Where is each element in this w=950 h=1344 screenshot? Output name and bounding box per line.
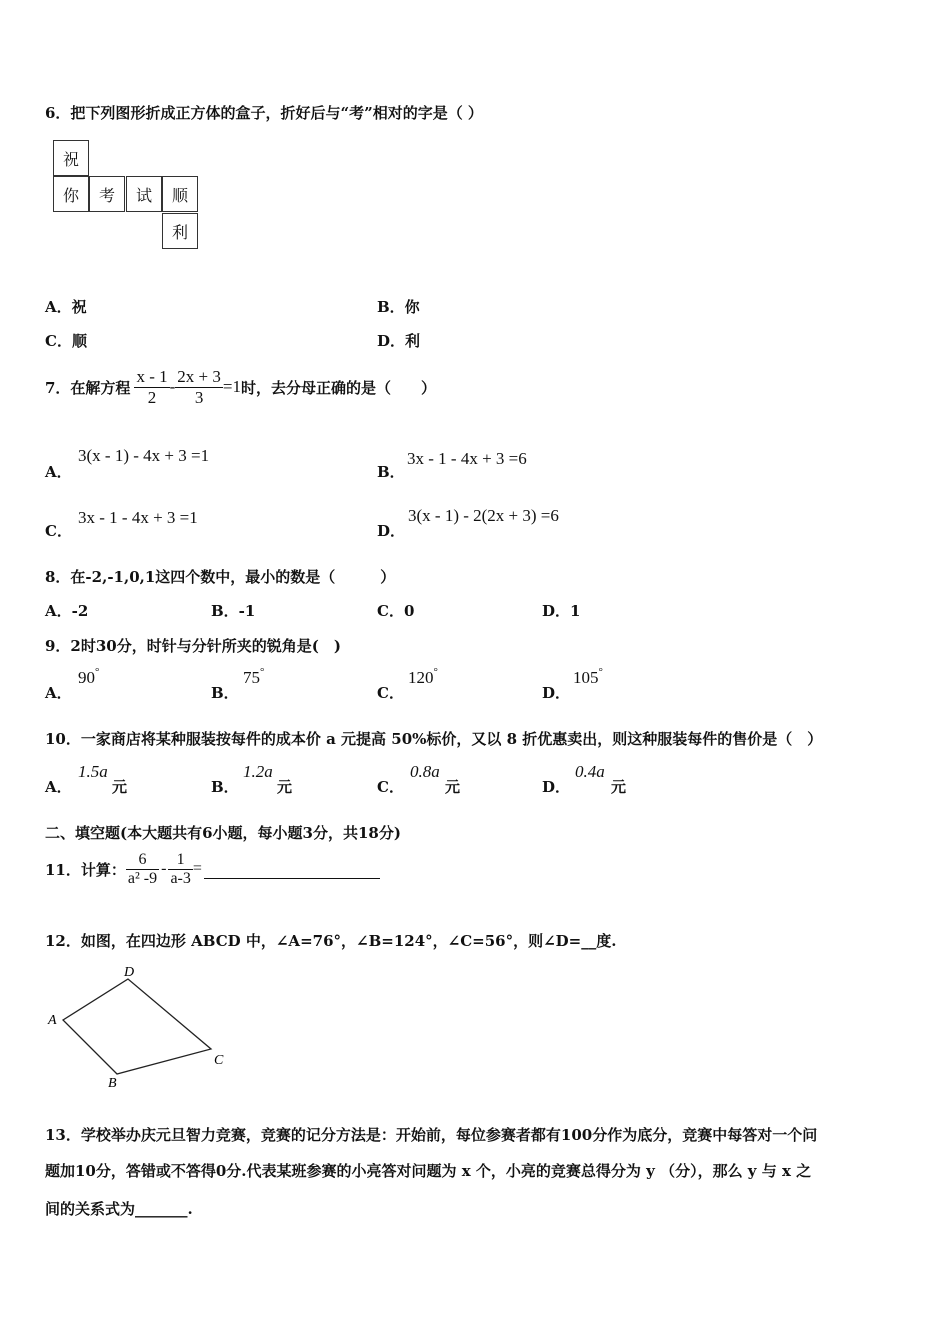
- q6-option-a: A．祝: [45, 298, 87, 316]
- net-cell-shi: 试: [126, 176, 162, 212]
- net-cell-shun: 顺: [162, 176, 198, 212]
- quadrilateral-figure: [40, 958, 240, 1093]
- q10-label-b: B．: [211, 778, 239, 796]
- net-cell-zhu: 祝: [53, 140, 89, 176]
- q9-value-c: 120: [408, 668, 434, 687]
- q13-line2: 题加10分，答错或不答得0分.代表某班参赛的小亮答对问题为 x 个，小亮的竞赛总得分为 y （分），那么 y 与 x 之: [45, 1162, 812, 1180]
- vertex-label-a: A: [48, 1013, 57, 1028]
- q13-line1: 13．学校举办庆元旦智力竞赛，竞赛的记分方法是：开始前，每位参赛者都有100分作为底分，竞赛中每答对一个问: [45, 1126, 818, 1144]
- q7-frac1-den: 2: [134, 387, 169, 408]
- q11-frac1-den: a² -9: [127, 869, 158, 887]
- q7-option-d: 3(x - 1) - 2(2x + 3) =6: [408, 506, 559, 525]
- q9-value-a: 90: [78, 668, 95, 687]
- vertex-label-b: B: [108, 1076, 117, 1091]
- q11-frac1-num: 6: [138, 850, 147, 868]
- q7-label-c: C．: [45, 522, 72, 540]
- q10-label-a: A．: [45, 778, 72, 796]
- q7-label-b: B．: [377, 463, 405, 481]
- q11-equals: =: [192, 860, 202, 877]
- q9-degree-c: °: [433, 666, 438, 678]
- q11-line: [45, 845, 380, 893]
- q11-frac2-num: 1: [176, 850, 185, 868]
- q10-value-c: 0.8a: [410, 762, 440, 781]
- q7-option-c: 3x - 1 - 4x + 3 =1: [78, 508, 198, 527]
- q7-option-b: 3x - 1 - 4x + 3 =6: [407, 449, 527, 468]
- q10-label-d: D．: [542, 778, 571, 796]
- q10-unit-c: 元: [445, 778, 461, 796]
- q9-label-a: A．: [45, 684, 72, 702]
- q7-equation: [134, 367, 241, 408]
- q8-option-b: B．-1: [211, 602, 256, 620]
- q11-answer-blank[interactable]: [204, 860, 380, 879]
- q10-value-b: 1.2a: [243, 762, 273, 781]
- q9-option-b: [243, 668, 264, 688]
- q8-stem: 8．在-2,-1,0,1这四个数中，最小的数是（ ）: [45, 568, 396, 586]
- q7-label-a: A．: [45, 463, 72, 481]
- q9-option-d: [573, 668, 603, 688]
- q7-frac2-den: 3: [175, 387, 223, 408]
- q7-minus: -: [169, 377, 176, 396]
- q10-value-a: 1.5a: [78, 762, 108, 781]
- q7-frac2-num: 2x + 3: [177, 366, 221, 386]
- q6-option-b: B．你: [377, 298, 420, 316]
- q8-option-d: D．1: [542, 602, 581, 620]
- q10-unit-d: 元: [611, 778, 627, 796]
- q11-expression: [126, 851, 202, 888]
- vertex-label-d: D: [124, 965, 135, 980]
- q7-frac1-num: x - 1: [136, 366, 168, 386]
- q10-stem: 10．一家商店将某种服装按每件的成本价 a 元提高 50%标价，又以 8 折优惠卖出，则这种服装每件的售价是（ ）: [45, 730, 823, 748]
- q10-value-d: 0.4a: [575, 762, 605, 781]
- q9-degree-d: °: [598, 666, 603, 678]
- net-cell-kao: 考: [89, 176, 125, 212]
- q6-option-d: D．利: [377, 332, 421, 350]
- q9-option-a: [78, 668, 99, 688]
- q9-option-c: [408, 668, 438, 688]
- q6-stem: 6．把下列图形折成正方体的盒子，折好后与“考”相对的字是（ ）: [45, 104, 483, 122]
- q9-value-d: 105: [573, 668, 599, 687]
- q6-option-c: C．顺: [45, 332, 87, 350]
- q13-line3: 间的关系式为_______.: [45, 1200, 193, 1218]
- q9-label-d: D．: [542, 684, 571, 702]
- q7-label-d: D．: [377, 522, 406, 540]
- q7-suffix: 时，去分母正确的是（ ）: [240, 378, 436, 397]
- q10-unit-b: 元: [277, 778, 293, 796]
- q10-label-c: C．: [377, 778, 404, 796]
- quadrilateral-shape: [63, 979, 211, 1074]
- q11-minus: -: [161, 860, 167, 877]
- q7-prefix: 7．在解方程: [45, 378, 131, 397]
- q9-label-c: C．: [377, 684, 404, 702]
- q10-unit-a: 元: [112, 778, 128, 796]
- q9-label-b: B．: [211, 684, 239, 702]
- vertex-label-c: C: [214, 1053, 224, 1068]
- q9-value-b: 75: [243, 668, 260, 687]
- q8-option-a: A．-2: [45, 602, 89, 620]
- q7-line: [45, 362, 436, 412]
- q11-frac2-den: a-3: [170, 869, 191, 887]
- q12-stem: 12．如图，在四边形 ABCD 中，∠A=76°，∠B=124°，∠C=56°，则∠D=__度.: [45, 932, 617, 950]
- section2-title: 二、填空题(本大题共有6小题，每小题3分，共18分): [45, 824, 401, 842]
- q11-prefix: 11．计算：: [45, 860, 126, 879]
- net-cell-ni: 你: [53, 176, 89, 212]
- net-cell-li: 利: [162, 213, 198, 249]
- q7-option-a: 3(x - 1) - 4x + 3 =1: [78, 446, 210, 465]
- q9-degree-a: °: [95, 666, 100, 678]
- q9-stem: 9．2时30分，时针与分针所夹的锐角是( ): [45, 637, 341, 655]
- q8-option-c: C．0: [377, 602, 415, 620]
- q9-degree-b: °: [260, 666, 265, 678]
- q7-rhs: =1: [222, 377, 241, 396]
